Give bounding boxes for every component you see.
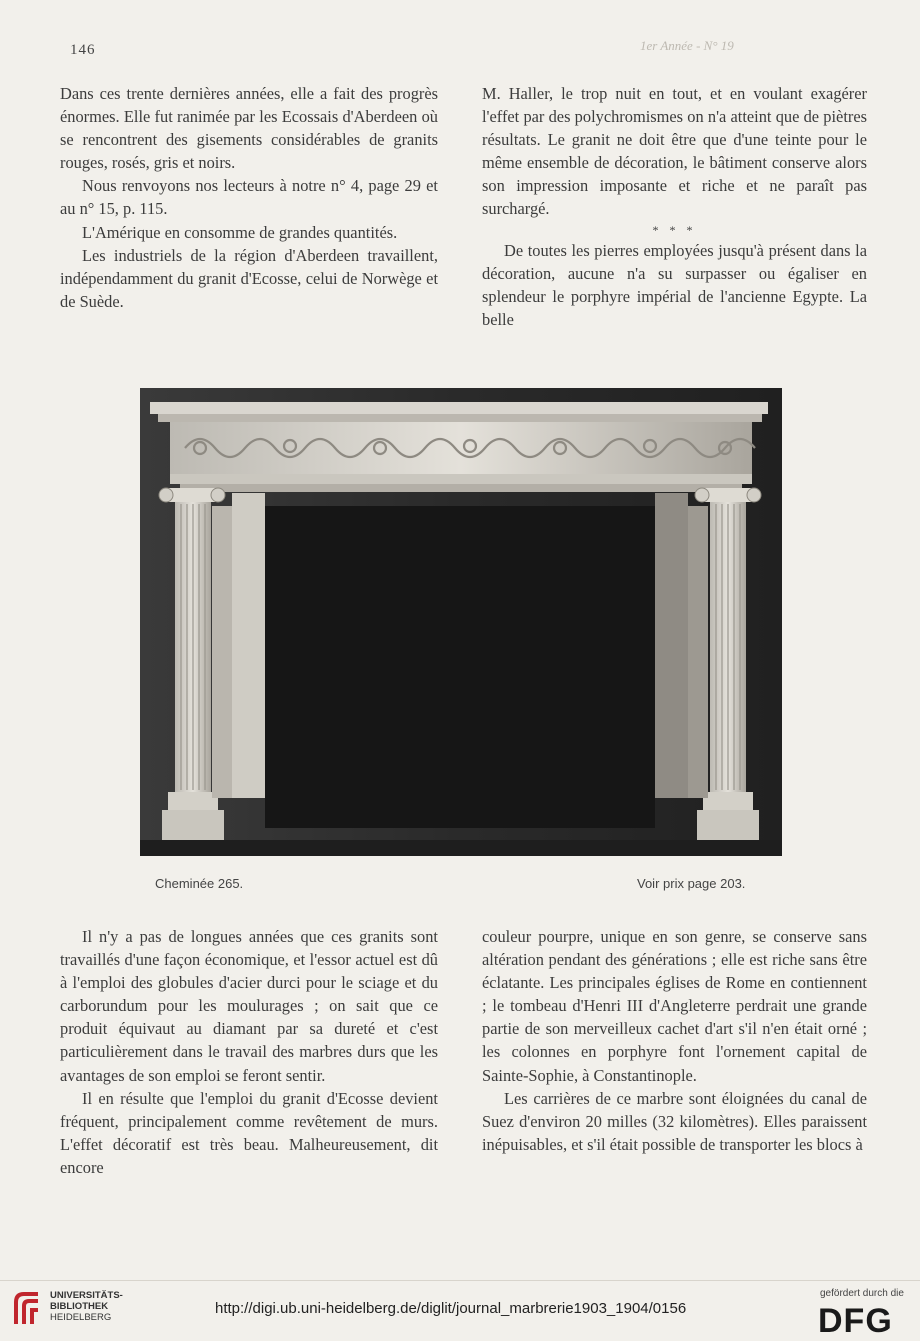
library-name-line: UNIVERSITÄTS-	[50, 1290, 123, 1301]
column-top-left	[60, 82, 438, 313]
paragraph: Dans ces trente dernières années, elle a fait des progrès énormes. Elle fut ranimée par les Ecossais d'Aberdeen où se rencontrent des gisements considérables de granits rouges, rosés, gris et noirs.	[60, 84, 438, 173]
paragraph: Il n'y a pas de longues années que ces granits sont travaillés d'une façon économique, et l'essor actuel est dû à l'emploi des globules d'acier durci pour le sciage et du carborundum pour les moulurages ; on sait que ce produit équivaut au diamant par sa dureté et c'est particulièrement dans le travail des marbres durs que les avantages de son emploi se feront sentir.	[60, 927, 438, 1085]
paragraph: L'Amérique en consomme de grandes quantités.	[82, 222, 398, 242]
dfg-logo: DFG	[818, 1302, 893, 1340]
paragraph: De toutes les pierres employées jusqu'à présent dans la décoration, aucune n'a su surpasser ou égaliser en splendeur le porphyre impérial de l'ancienne Egypte. La belle	[482, 240, 867, 329]
column-bottom-right	[482, 925, 867, 1156]
library-name-line: HEIDELBERG	[50, 1312, 112, 1323]
footer-divider	[0, 1280, 920, 1281]
column-top-right	[482, 82, 867, 331]
paragraph: Les carrières de ce marbre sont éloignées du canal de Suez d'environ 20 milles (32 kilomètres). Elles paraissent inépuisables, et s'il était possible de transporter les blocs à	[482, 1088, 867, 1154]
figure-caption: Cheminée 265.	[155, 876, 244, 891]
fireplace-illustration	[140, 388, 782, 856]
section-separator: * * *	[652, 222, 697, 237]
figure-price-reference: Voir prix page 203.	[637, 876, 746, 891]
paragraph: M. Haller, le trop nuit en tout, et en voulant exagérer l'effet par des polychromismes on n'a atteint que de piètres résultats. Le granit ne doit être que d'une teinte pour le même ensemble de décoration, le bâtiment conserve alors son impression imposante et riche et ne paraît pas surchargé.	[482, 84, 867, 219]
paragraph: couleur pourpre, unique en son genre, se conserve sans altération pendant des générations ; elle est riche sans être éclatante. Les principales églises de Rome en contiennent ; le tombeau d'Henri III d'Angleterre perdrait une grande partie de son merveilleux cachet d'art s'il n'en était orné ; les colonnes en porphyre font l'ornement capital de Sainte-Sophie, à Constantinople.	[482, 927, 867, 1085]
paragraph: Il en résulte que l'emploi du granit d'Ecosse devient fréquent, principalement comme revêtement de murs. L'effet décoratif est très beau. Malheureusement, dit encore	[60, 1088, 438, 1177]
university-library-logo-icon	[10, 1290, 46, 1330]
page-number: 146	[70, 42, 96, 58]
column-bottom-left	[60, 925, 438, 1179]
paragraph: Nous renvoyons nos lecteurs à notre n° 4, page 29 et au n° 15, p. 115.	[60, 176, 438, 219]
fireplace-photograph	[140, 388, 782, 856]
funding-label: gefördert durch die	[820, 1288, 904, 1299]
university-library-name	[50, 1290, 123, 1323]
paragraph: Les industriels de la région d'Aberdeen travaillent, indépendamment du granit d'Ecosse, celui de Norwège et de Suède.	[60, 245, 438, 311]
library-name-line: BIBLIOTHEK	[50, 1301, 109, 1312]
bleed-through-header: 1er Année - N° 19	[640, 38, 734, 53]
permalink-url[interactable]: http://digi.ub.uni-heidelberg.de/diglit/journal_marbrerie1903_1904/0156	[215, 1300, 687, 1317]
